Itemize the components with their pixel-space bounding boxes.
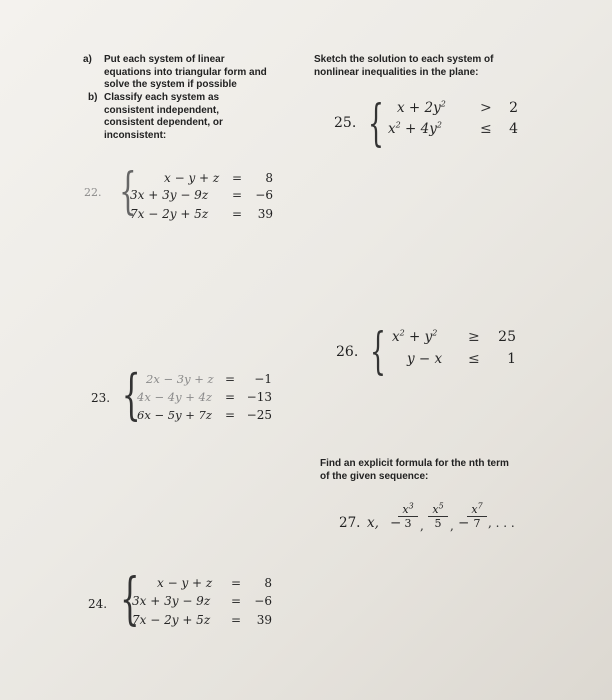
instruction-a (104, 54, 267, 92)
problem-23-eq3: 6x − 5y + 7z (137, 408, 212, 422)
problem-23-op1: = (225, 372, 236, 386)
problem-23-brace: { (121, 363, 141, 426)
term2-denominator: 3 (404, 517, 412, 530)
problem-27-comma: , (450, 519, 454, 533)
instruction-b (104, 92, 223, 142)
problem-23-rhs2: −13 (246, 390, 272, 404)
problem-27-term2 (398, 503, 418, 530)
problem-26-op1: ≥ (468, 329, 480, 345)
problem-22-brace: { (119, 162, 137, 220)
problem-22-eq3: 7x − 2y + 5z (130, 207, 209, 221)
problem-24-op2: = (231, 594, 242, 608)
instruction-a-line: Put each system of linear (104, 54, 225, 65)
problem-25-lhs2: $x^2 + 4y^2$ (388, 120, 442, 137)
problem-24-op3: = (231, 613, 242, 627)
problem-24-op1: = (231, 576, 242, 590)
instruction-b-marker: b) (88, 92, 98, 103)
problem-25-number: 25. (334, 115, 357, 131)
sequence-instructions-line: Find an explicit formula for the nth term (320, 458, 509, 469)
term2-numerator: $x^3$ (398, 503, 418, 517)
term4-numerator: $x^7$ (467, 503, 487, 517)
term4-denominator: 7 (473, 517, 481, 530)
problem-25-brace: { (367, 94, 384, 152)
problem-24-rhs2: −6 (254, 594, 272, 608)
problem-25-op2: ≤ (480, 121, 492, 137)
problem-24-rhs3: 39 (256, 613, 272, 627)
problem-26-rhs2: 1 (507, 351, 516, 367)
problem-25-rhs2: 4 (509, 121, 518, 137)
sketch-instructions (314, 54, 493, 79)
problem-27-minus2: − (458, 515, 470, 531)
problem-24-eq1: x − y + z (157, 576, 213, 590)
instruction-b-line: consistent dependent, or (104, 117, 223, 128)
sketch-instructions-line: Sketch the solution to each system of (314, 54, 494, 65)
sketch-instructions-line: nonlinear inequalities in the plane: (314, 66, 479, 78)
instruction-a-line: solve the system if possible (104, 79, 237, 90)
instruction-b-line: consistent independent, (104, 104, 220, 116)
problem-25-rhs1: 2 (509, 100, 518, 116)
problem-27-first-term: x, (367, 515, 379, 531)
instruction-b-line: Classify each system as (104, 92, 220, 103)
problem-23-rhs1: −1 (254, 372, 272, 386)
sequence-instructions (320, 458, 509, 483)
instruction-b-line: inconsistent: (104, 129, 167, 141)
problem-27-term4 (467, 503, 487, 530)
problem-22-op3: = (232, 207, 243, 221)
problem-26-number: 26. (336, 344, 359, 360)
problem-22-rhs2: −6 (255, 188, 273, 202)
problem-23-op2: = (225, 390, 236, 404)
problem-26-lhs1: $x^2 + y^2$ (392, 328, 438, 345)
problem-24-eq3: 7x − 2y + 5z (132, 613, 211, 627)
problem-22-op2: = (232, 188, 243, 202)
problem-23-number: 23. (91, 391, 111, 405)
problem-25-lhs1: $x + 2y^2$ (397, 99, 446, 116)
problem-25-op1: > (480, 100, 492, 116)
problem-23-eq2: 4x − 4y + 4z (137, 390, 212, 404)
problem-26-brace: { (369, 322, 386, 380)
problem-27-comma: , (420, 519, 424, 533)
problem-26-rhs1: 25 (498, 329, 516, 345)
term3-denominator: 5 (434, 517, 442, 530)
problem-26-op2: ≤ (468, 351, 480, 367)
problem-22-number: 22. (84, 186, 102, 199)
term3-numerator: $x^5$ (428, 503, 448, 517)
problem-27-number: 27. (339, 515, 361, 531)
problem-24-brace: { (120, 567, 140, 632)
problem-23-eq1: 2x − 3y + z (146, 372, 214, 386)
instruction-a-marker: a) (83, 54, 92, 65)
problem-22-rhs3: 39 (257, 207, 273, 221)
problem-22-eq2: 3x + 3y − 9z (130, 188, 209, 202)
problem-23-rhs3: −25 (246, 408, 272, 422)
sequence-instructions-line: of the given sequence: (320, 470, 429, 482)
problem-24-eq2: 3x + 3y − 9z (132, 594, 211, 608)
instruction-a-line: equations into triangular form and (104, 66, 267, 78)
problem-23-op3: = (225, 408, 236, 422)
problem-27-ellipsis: , . . . (488, 516, 515, 530)
problem-27-term3 (428, 503, 448, 530)
problem-26-lhs2: y − x (407, 351, 443, 367)
problem-22-eq1: x − y + z (164, 171, 220, 185)
problem-22-op1: = (232, 171, 243, 185)
problem-24-number: 24. (88, 597, 108, 611)
problem-24-rhs1: 8 (264, 576, 272, 590)
problem-27-minus1: − (390, 515, 402, 531)
problem-22-rhs1: 8 (265, 171, 273, 185)
